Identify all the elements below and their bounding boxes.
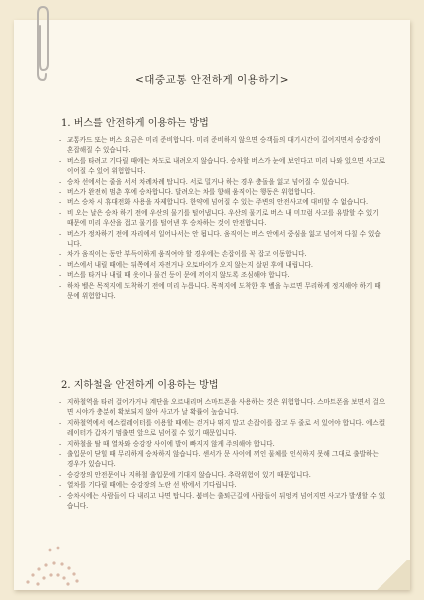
list-item: - 지하철역에서 에스컬레이터를 이용할 때에는 걷거나 뛰지 말고 손잡이를 잡고 두 줄로 서 있어야 합니다. 에스컬레이터가 갑자기 멈출면 앞으로 넘어질 수 있기 때문입니다. bbox=[57, 418, 387, 439]
bus-guideline-list bbox=[57, 135, 387, 302]
list-item: - 버스에서 내릴 때에는 뒤쪽에서 자전거나 오토바이가 오지 않는지 살핀 후에 내립니다. bbox=[57, 260, 387, 270]
subway-guideline-list bbox=[57, 397, 387, 511]
list-item: - 승차시에는 사람들이 다 내리고 나면 탑니다. 붐비는 출퇴근길에 사람들이 뒤엉켜 넘어지면 사고가 발생할 수 있습니다. bbox=[57, 491, 387, 512]
list-item: - 교통카드 또는 버스 요금은 미리 준비합니다. 미리 준비하지 않으면 승객들의 대기시간이 길어지면서 승강장이 혼잡해질 수 있습니다. bbox=[57, 135, 387, 156]
list-item: - 승차 선에서는 줄을 서서 차례차례 탑니다. 서로 밀거나 하는 경우 충돌을 잃고 넘어질 수 있습니다. bbox=[57, 177, 387, 187]
list-item: - 버스가 정차하기 전에 자리에서 일어나서는 안 됩니다. 움직이는 버스 안에서 중심을 잃고 넘어져 다칠 수 있습니다. bbox=[57, 229, 387, 250]
list-item: - 지하철을 탈 때 열차와 승강장 사이에 발이 빠지지 않게 주의해야 합니다. bbox=[57, 439, 387, 449]
list-item: - 차가 움직이는 동안 부득이하게 움직여야 할 경우에는 손잡이를 꼭 잡고 이동합니다. bbox=[57, 249, 387, 259]
list-item: - 열차를 기다릴 때에는 승강장의 노란 선 밖에서 기다립니다. bbox=[57, 480, 387, 490]
list-item: - 승강장의 안전문이나 지하철 출입문에 기대지 않습니다. 추락위험이 있기 때문입니다. bbox=[57, 470, 387, 480]
list-item: - 버스를 타려고 기다릴 때에는 차도로 내려오지 않습니다. 승차할 버스가 눈에 보인다고 미리 나와 있으면 사고로 이어질 수 있어 위험합니다. bbox=[57, 156, 387, 177]
list-item: - 버스가 완전히 멈춘 후에 승차합니다. 달려오는 차를 향해 움직이는 행동은 위험합니다. bbox=[57, 187, 387, 197]
section-bus bbox=[57, 114, 387, 302]
list-item: - 지하철역을 타러 걸어가거나 계단을 오르내리며 스마트폰을 사용하는 것은 위험합니다. 스마트폰을 보면서 걸으면 시야가 충분히 확보되지 않아 사고가 날 확률이 높습니다. bbox=[57, 397, 387, 418]
list-item: - 버스를 타거나 내릴 때 옷이나 물건 등이 문에 끼이지 않도록 조심해야 합니다. bbox=[57, 270, 387, 280]
list-item: - 하차 벨은 목적지에 도착하기 전에 미리 누릅니다. 목적지에 도착한 후 벨을 누르면 무리하게 정지해야 하기 때문에 위험합니다. bbox=[57, 281, 387, 302]
paperclip-icon bbox=[32, 4, 50, 82]
dotted-swirl-decoration bbox=[20, 520, 90, 590]
page-title: <대중교통 안전하게 이용하기> bbox=[135, 74, 289, 86]
section-subway bbox=[57, 376, 387, 511]
section-heading: 1. 버스를 안전하게 이용하는 방법 bbox=[61, 118, 209, 129]
list-item: - 버스 승차 시 휴대전화 사용을 자제합니다. 한약에 넘어질 수 있는 주변의 안전사고에 대비할 수 없습니다. bbox=[57, 197, 387, 207]
list-item: - 비 오는 날은 승차 하기 전에 우산의 물기를 털어냅니다. 우산의 물기로 버스 내 미끄럼 사고를 유발할 수 있기 때문에 미리 우산을 접고 물기를 털어낸 후 승차하는 것이 안전합니다. bbox=[57, 208, 387, 229]
list-item: - 출입문이 닫힐 때 무리하게 승차하지 않습니다. 센서가 문 사이에 끼인 물체를 인식하지 못해 그대로 출발하는 경우가 있습니다. bbox=[57, 449, 387, 470]
section-heading: 2. 지하철을 안전하게 이용하는 방법 bbox=[61, 380, 219, 391]
